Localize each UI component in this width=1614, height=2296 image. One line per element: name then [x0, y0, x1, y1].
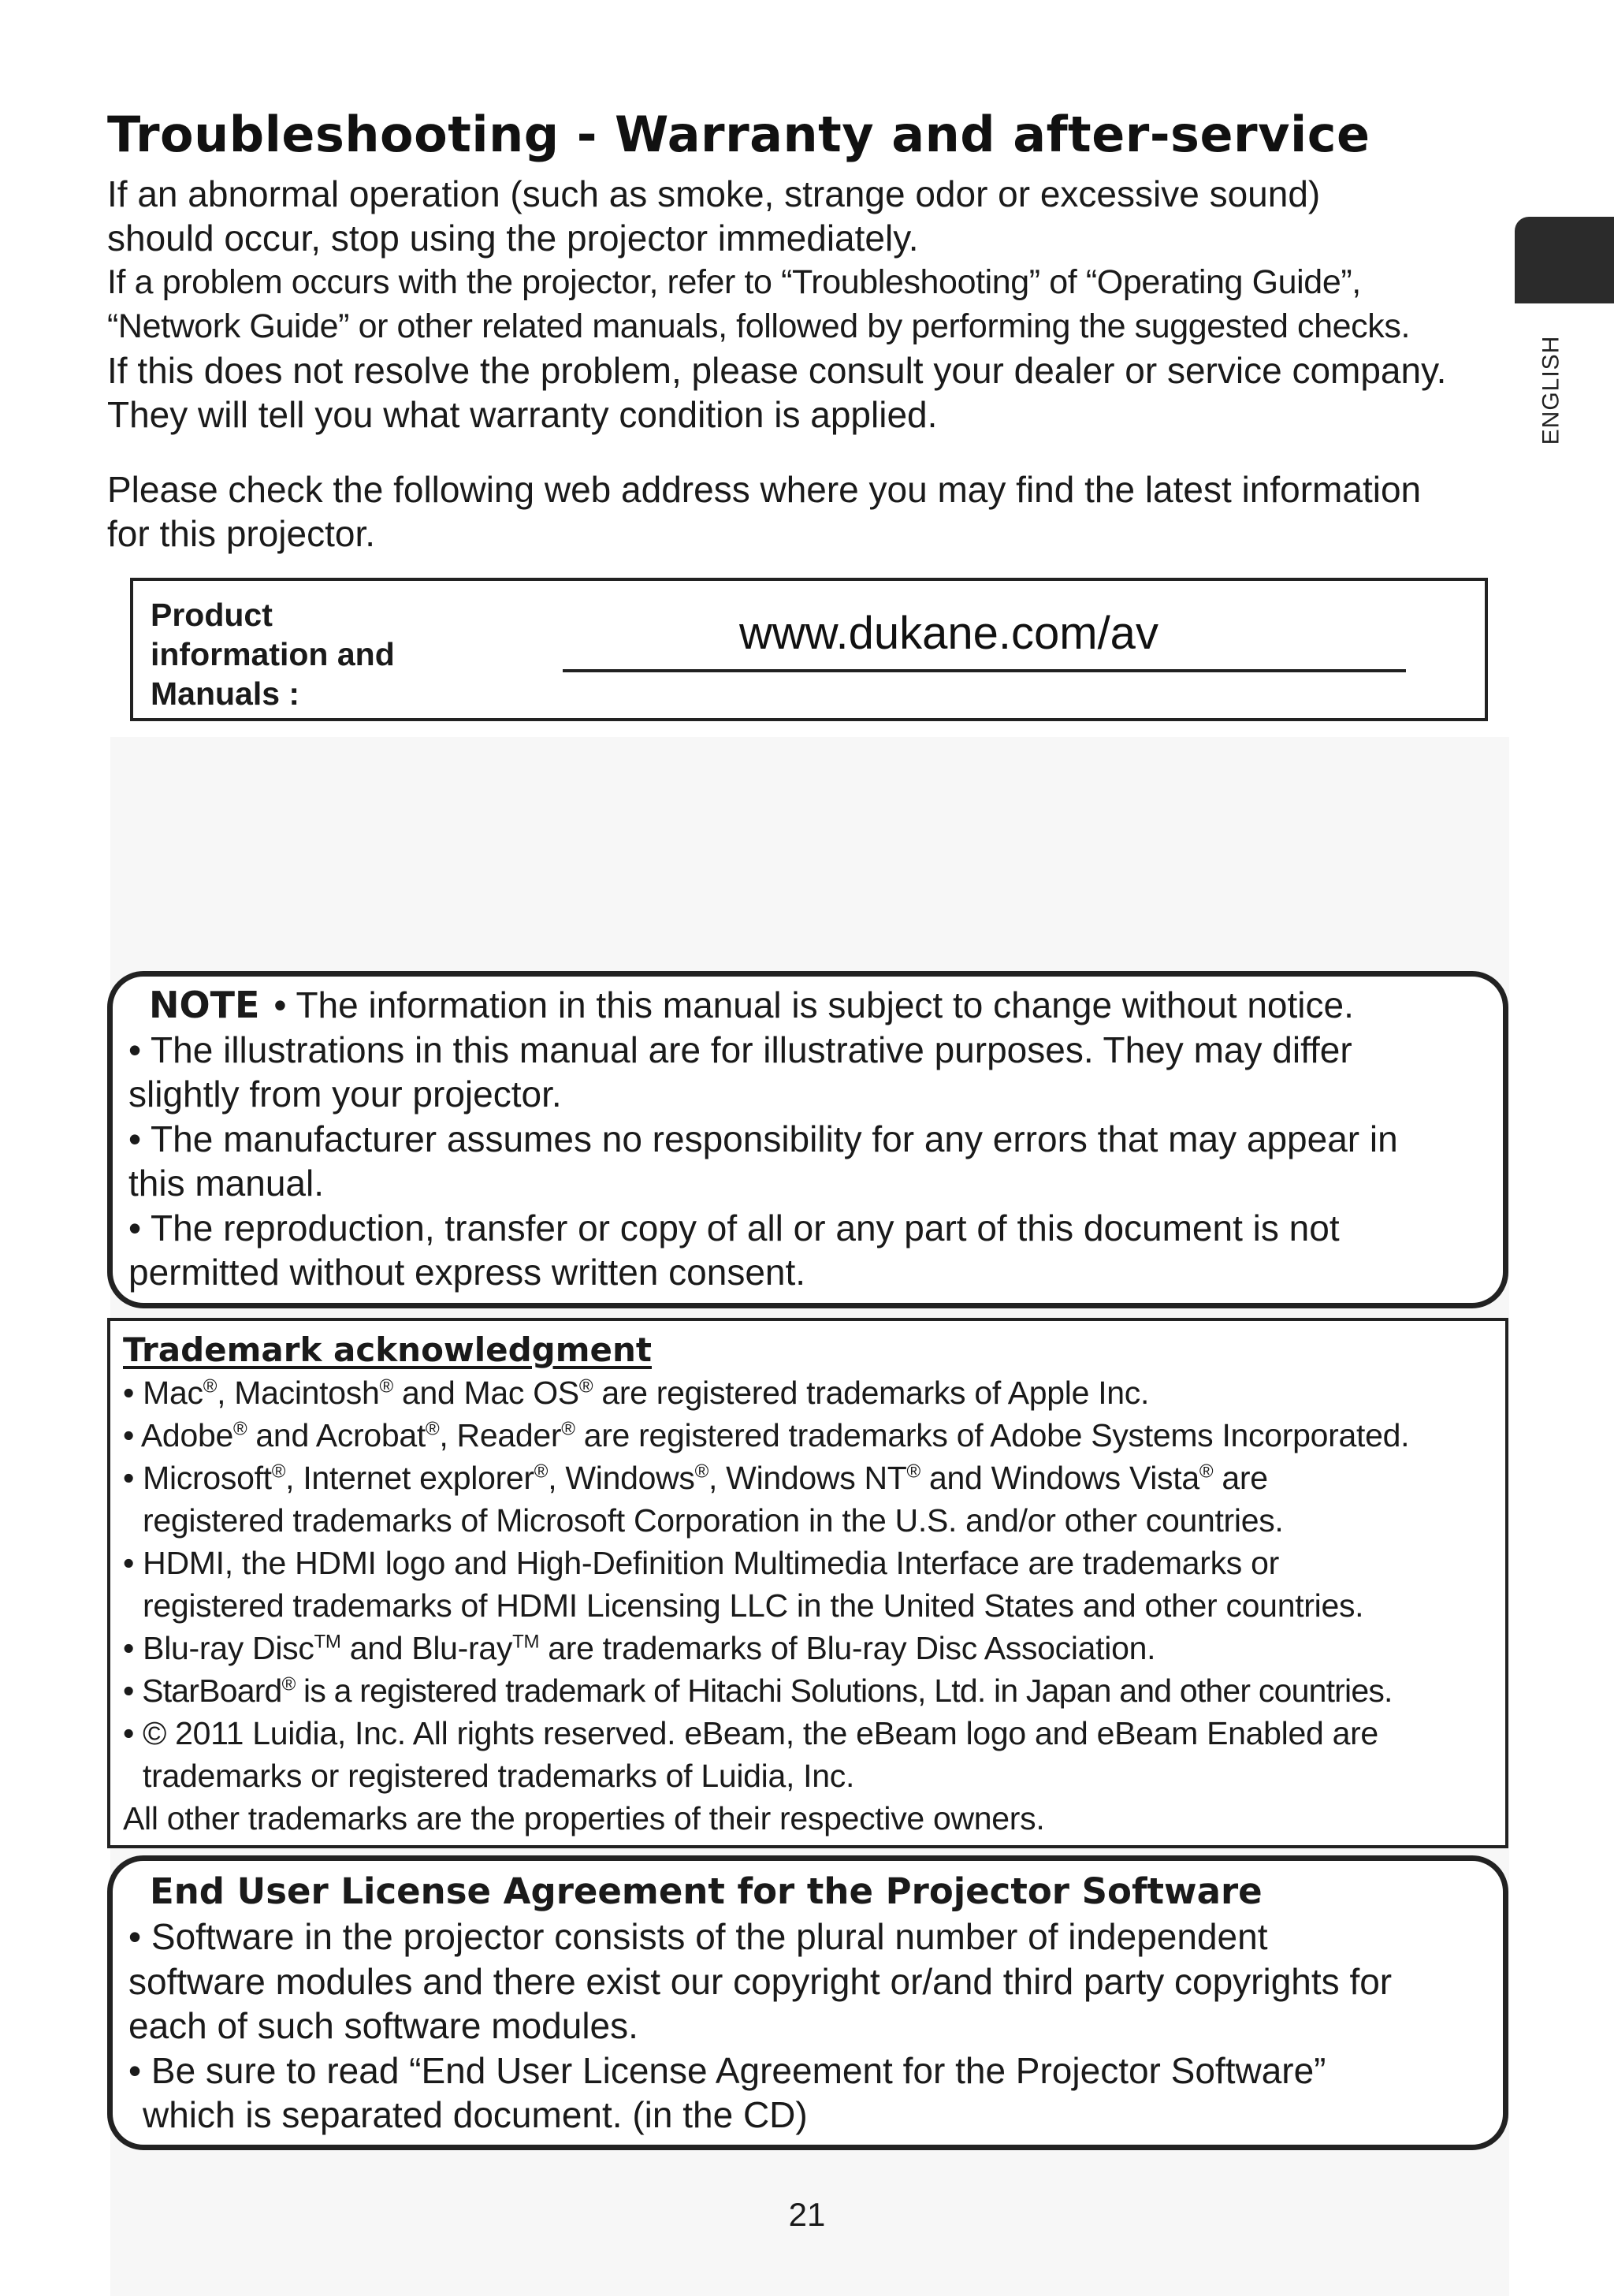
- intro-line: They will tell you what warranty condition is applied.: [107, 394, 938, 435]
- registered-mark: ®: [425, 1418, 440, 1440]
- trademark-footer: All other trademarks are the properties of their respective owners.: [123, 1800, 1045, 1836]
- trademark-item-microsoft: [123, 1457, 1502, 1499]
- bullet: •: [123, 1417, 141, 1453]
- bullet: •: [123, 1673, 143, 1709]
- language-label: [1535, 323, 1567, 457]
- tm-text: Adobe: [140, 1417, 233, 1453]
- language-tab: [1515, 217, 1614, 303]
- trademark-box: [107, 1318, 1508, 1848]
- trademark-item-luidia: • © 2011 Luidia, Inc. All rights reserved. eBeam, the eBeam logo and eBeam Enabled are: [123, 1715, 1378, 1751]
- eula-content: [128, 1915, 1500, 2138]
- eula-line: each of such software modules.: [128, 2005, 638, 2046]
- registered-mark: ®: [578, 1375, 593, 1397]
- trademark-list: [123, 1371, 1502, 1840]
- eula-line: • Software in the projector consists of the plural number of independent: [128, 1916, 1268, 1957]
- registered-mark: ®: [379, 1375, 393, 1397]
- registered-mark: ®: [561, 1418, 575, 1440]
- eula-box: [107, 1855, 1508, 2150]
- registered-mark: ®: [906, 1461, 920, 1483]
- page-title: Troubleshooting - Warranty and after-service: [107, 106, 1370, 163]
- tm-text: , Macintosh: [217, 1375, 380, 1411]
- url-underline: [563, 669, 1406, 672]
- tm-text: and Acrobat: [247, 1417, 426, 1453]
- note-line: • The reproduction, transfer or copy of all or any part of this document is not: [128, 1207, 1340, 1248]
- registered-mark: ®: [1199, 1461, 1214, 1483]
- eula-line: • Be sure to read “End User License Agreement for the Projector Software”: [128, 2049, 1326, 2091]
- tm-text: , Windows: [548, 1460, 695, 1496]
- product-url-link[interactable]: www.dukane.com/av: [739, 608, 1158, 659]
- note-line: permitted without express written consent.: [128, 1252, 806, 1293]
- tm-text: and Windows Vista: [920, 1460, 1199, 1496]
- tm-text: , Reader: [439, 1417, 562, 1453]
- note-first-line: [128, 983, 1500, 1028]
- page-number: 21: [788, 2196, 826, 2233]
- note-line: this manual.: [128, 1163, 325, 1204]
- trademark-mark: TM: [314, 1631, 341, 1653]
- tm-text: Microsoft: [143, 1460, 272, 1496]
- tm-text: StarBoard: [142, 1673, 282, 1709]
- registered-mark: ®: [271, 1461, 286, 1483]
- trademark-item-adobe: [123, 1414, 1502, 1457]
- registered-mark: ®: [232, 1418, 247, 1440]
- web-line: for this projector.: [107, 513, 376, 554]
- product-info-label: [151, 595, 395, 713]
- trademark-heading: Trademark acknowledgment: [123, 1330, 652, 1369]
- web-line: Please check the following web address where you may find the latest information: [107, 469, 1422, 510]
- eula-line: which is separated document. (in the CD): [143, 2094, 808, 2135]
- tm-text: Blu-ray Disc: [143, 1630, 314, 1666]
- registered-mark: ®: [534, 1461, 549, 1483]
- intro-line: “Network Guide” or other related manuals, followed by performing the suggested checks.: [107, 307, 1410, 345]
- tm-text: and Blu-ray: [340, 1630, 513, 1666]
- tm-text: and Mac OS: [392, 1375, 579, 1411]
- tm-text: is a registered trademark of Hitachi Solutions, Ltd. in Japan and other countries.: [295, 1673, 1393, 1709]
- tm-text: are trademarks of Blu-ray Disc Association.: [539, 1630, 1156, 1666]
- intro-line: should occur, stop using the projector immediately.: [107, 218, 919, 259]
- trademark-item-hdmi-cont: registered trademarks of HDMI Licensing LLC in the United States and other countries.: [143, 1587, 1364, 1624]
- product-info-box: [130, 578, 1488, 721]
- note-line: • The information in this manual is subject to change without notice.: [273, 984, 1354, 1025]
- language-label-text: ENGLISH: [1538, 335, 1564, 445]
- trademark-item-apple: [123, 1371, 1502, 1414]
- product-label-line: Manuals :: [151, 675, 300, 712]
- note-line: • The illustrations in this manual are for illustrative purposes. They may differ: [128, 1029, 1352, 1070]
- note-line: • The manufacturer assumes no responsibility for any errors that may appear in: [128, 1118, 1398, 1159]
- trademark-mark: TM: [512, 1631, 540, 1653]
- note-content: [128, 983, 1500, 1295]
- intro-line: If a problem occurs with the projector, refer to “Troubleshooting” of “Operating Guide”,: [107, 263, 1361, 301]
- tm-text: Mac: [143, 1375, 203, 1411]
- eula-line: software modules and there exist our copyright or/and third party copyrights for: [128, 1960, 1393, 2002]
- registered-mark: ®: [281, 1673, 296, 1695]
- product-label-line: Product: [151, 597, 273, 633]
- intro-line: If an abnormal operation (such as smoke, strange odor or excessive sound): [107, 173, 1321, 214]
- intro-paragraph: [107, 172, 1526, 437]
- registered-mark: ®: [203, 1375, 218, 1397]
- web-address-paragraph: [107, 467, 1421, 556]
- tm-text: are: [1213, 1460, 1268, 1496]
- bullet: •: [123, 1375, 143, 1411]
- trademark-item-microsoft-cont: registered trademarks of Microsoft Corporation in the U.S. and/or other countries.: [143, 1502, 1284, 1539]
- product-label-line: information and: [151, 636, 395, 672]
- bullet: •: [123, 1630, 143, 1666]
- note-box: [107, 971, 1508, 1308]
- trademark-item-hdmi: • HDMI, the HDMI logo and High-Definition Multimedia Interface are trademarks or: [123, 1545, 1279, 1581]
- tm-text: are registered trademarks of Apple Inc.: [593, 1375, 1150, 1411]
- tm-text: , Internet explorer: [285, 1460, 534, 1496]
- bullet: •: [123, 1460, 143, 1496]
- trademark-item-bluray: [123, 1627, 1502, 1669]
- trademark-item-luidia-cont: trademarks or registered trademarks of Luidia, Inc.: [143, 1758, 855, 1794]
- note-badge: NOTE: [149, 984, 260, 1026]
- intro-line: If this does not resolve the problem, please consult your dealer or service company.: [107, 350, 1447, 391]
- tm-text: are registered trademarks of Adobe Systems Incorporated.: [575, 1417, 1410, 1453]
- tm-text: , Windows NT: [708, 1460, 907, 1496]
- trademark-item-starboard: [123, 1669, 1502, 1712]
- note-line: slightly from your projector.: [128, 1074, 562, 1115]
- registered-mark: ®: [694, 1461, 708, 1483]
- eula-heading: End User License Agreement for the Projector Software: [150, 1870, 1263, 1912]
